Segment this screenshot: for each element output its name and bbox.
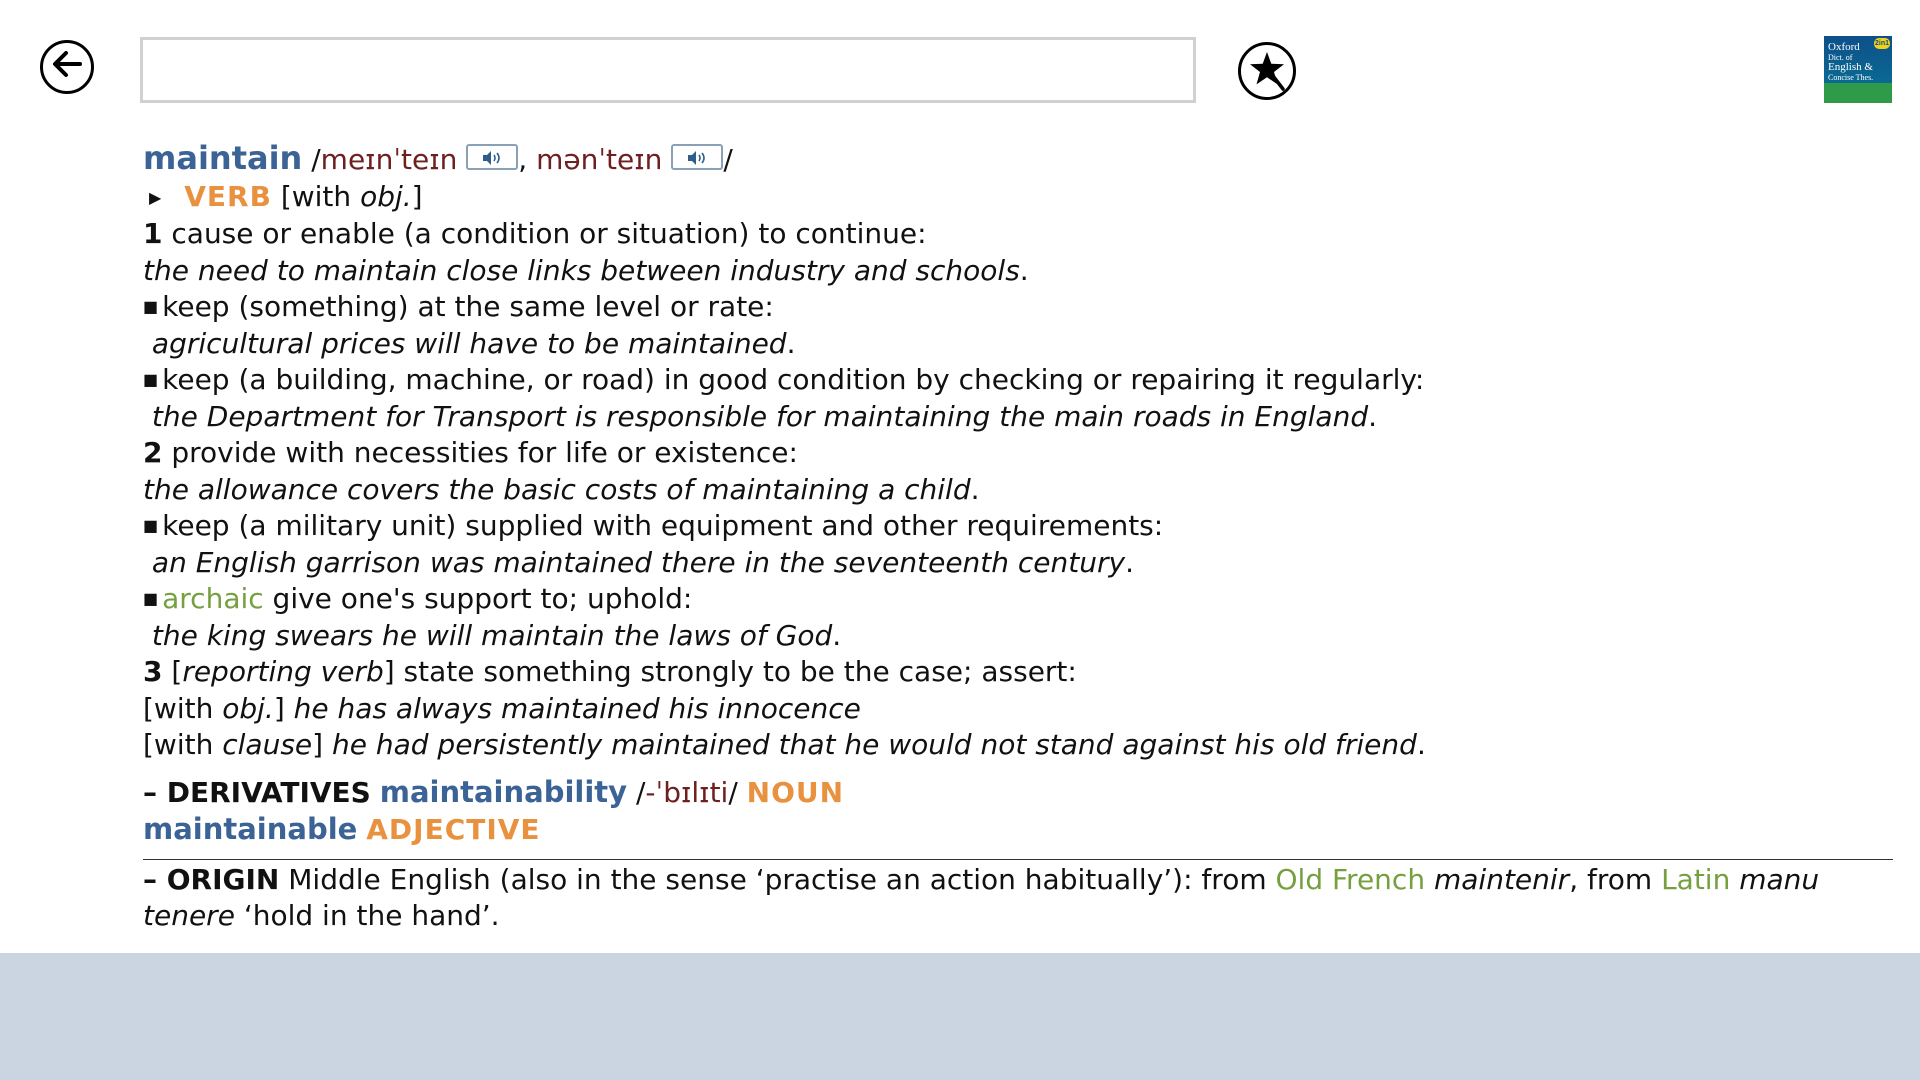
origin-language-1: Old French (1275, 862, 1426, 896)
sense-3 (143, 654, 1893, 691)
example-text: the Department for Transport is responsible for maintaining the main roads in England (151, 399, 1369, 433)
back-arrow-icon (50, 49, 84, 85)
grammar-pre: [with (143, 691, 223, 725)
audio-button-2[interactable] (671, 144, 723, 170)
grammar-obj: obj. (360, 179, 412, 213)
subsense-2a (143, 508, 1893, 545)
subsense-2b (143, 581, 1893, 618)
bottom-panel (0, 953, 1920, 1080)
origin-word-1: maintenir (1433, 862, 1570, 896)
sense-text: cause or enable (a condition or situation) to continue: (162, 217, 927, 250)
sense-2 (143, 435, 1893, 472)
origin-language-2: Latin (1661, 862, 1731, 896)
pos-line (143, 179, 1893, 217)
part-of-speech: VERB (184, 179, 272, 213)
logo-line-4: Concise Thes. (1828, 73, 1874, 82)
grammar-pre: [with (143, 728, 223, 761)
grammar-post: ] (312, 728, 332, 761)
origin-section (143, 859, 1893, 935)
search-box[interactable] (140, 37, 1196, 103)
example-1b: the Department for Transport is responsible for maintaining the main roads in England. (151, 399, 1378, 433)
square-bullet-icon: ■ (143, 297, 159, 316)
sense-number: 1 (143, 217, 163, 250)
sense-text: provide with necessities for life or existence: (162, 436, 798, 469)
derivative-word-1: maintainability (379, 774, 628, 809)
subsense-text: keep (a military unit) supplied with equipment and other requirements: (162, 509, 1164, 542)
top-bar (0, 0, 1920, 110)
subsense-1a (143, 289, 1893, 326)
headword: maintain (143, 139, 303, 177)
example-text: the need to maintain close links between industry and schools (143, 253, 1020, 287)
origin-text-2: , from (1569, 862, 1662, 896)
logo-line-2: Dict. of (1828, 53, 1853, 62)
star-icon (1244, 46, 1290, 96)
example-2a: an English garrison was maintained there in the seventeenth century. (151, 545, 1134, 579)
sense-number: 2 (143, 436, 163, 469)
headword-line: maintain /meɪnˈteɪn , mənˈteɪn / (143, 139, 733, 177)
grammar-label: reporting verb (182, 655, 384, 688)
subsense-text: keep (something) at the same level or rate: (162, 290, 774, 323)
square-bullet-icon: ■ (143, 589, 159, 608)
derivative-pos-2: ADJECTIVE (366, 813, 541, 846)
derivatives-line-2 (143, 811, 1893, 849)
example-text: agricultural prices will have to be maintained (151, 326, 787, 360)
app-logo (1824, 36, 1892, 103)
subsense-text: keep (a building, machine, or road) in good condition by checking or repairing it regularly: (162, 363, 1425, 396)
speaker-icon (685, 139, 709, 176)
square-bullet-icon: ■ (143, 516, 159, 535)
grammar-clause: clause (222, 728, 313, 761)
grammar-obj: obj. (222, 691, 274, 725)
example-2b: the king swears he will maintain the laws of God. (151, 618, 842, 652)
derivatives-label: – DERIVATIVES (143, 775, 371, 809)
origin-text-3: ‘hold in the hand’. (234, 899, 500, 932)
square-bullet-icon: ■ (143, 370, 159, 389)
sense-1 (143, 216, 1893, 253)
logo-line-3: English & (1828, 61, 1873, 73)
example-1: the need to maintain close links between industry and schools. (143, 253, 1029, 287)
search-input[interactable] (143, 40, 1193, 100)
example-text: the allowance covers the basic costs of maintaining a child (143, 472, 971, 506)
example-3b: [with clause] he had persistently maintained that he would not stand against his old friend. (143, 728, 1426, 761)
grammar-post: ] (273, 691, 294, 725)
triangle-bullet-icon: ▶ (149, 187, 162, 207)
derivative-word-2: maintainable (143, 812, 358, 846)
favorites-button[interactable] (1238, 42, 1296, 100)
origin-label: – ORIGIN (143, 862, 280, 896)
grammar-post: ] (411, 179, 423, 213)
logo-line-1: Oxford (1828, 41, 1860, 53)
sense-text: ] state something strongly to be the case; assert: (383, 655, 1077, 688)
example-1a: agricultural prices will have to be maintained. (151, 326, 796, 360)
derivative-pronunciation: -ˈbɪlɪti (645, 775, 729, 809)
audio-button-1[interactable] (466, 144, 518, 170)
register-label: archaic (162, 582, 264, 615)
subsense-1b (143, 362, 1893, 399)
pronunciation-2: mənˈteɪn (536, 143, 663, 176)
logo-text (1828, 42, 1890, 82)
example-3a (143, 691, 1893, 728)
origin-word-2: manu tenere (143, 862, 1820, 932)
speaker-icon (480, 139, 504, 176)
derivatives-line-1: – DERIVATIVES maintainability /-ˈbɪlɪti/ NOUN (143, 774, 845, 809)
derivative-pos-1: NOUN (746, 775, 845, 809)
example-text: the king swears he will maintain the laws of God (151, 618, 833, 652)
subsense-text: give one's support to; uphold: (263, 582, 693, 615)
example-text: an English garrison was maintained there in the seventeenth century (151, 545, 1126, 579)
pronunciation-1: meɪnˈteɪn (320, 143, 458, 176)
bracket-open: [ (162, 655, 183, 688)
back-button[interactable] (40, 40, 94, 94)
grammar-pre: [with (280, 179, 361, 213)
sense-number: 3 (143, 655, 163, 688)
dictionary-entry (143, 140, 1893, 935)
logo-badge: 2in1 (1874, 40, 1889, 47)
origin-text-1: Middle English (also in the sense ‘practise an action habitually’): from (279, 862, 1276, 896)
example-text: he had persistently maintained that he would not stand against his old friend (331, 728, 1417, 761)
example-text: he has always maintained his innocence (293, 691, 861, 725)
example-2: the allowance covers the basic costs of maintaining a child. (143, 472, 980, 506)
